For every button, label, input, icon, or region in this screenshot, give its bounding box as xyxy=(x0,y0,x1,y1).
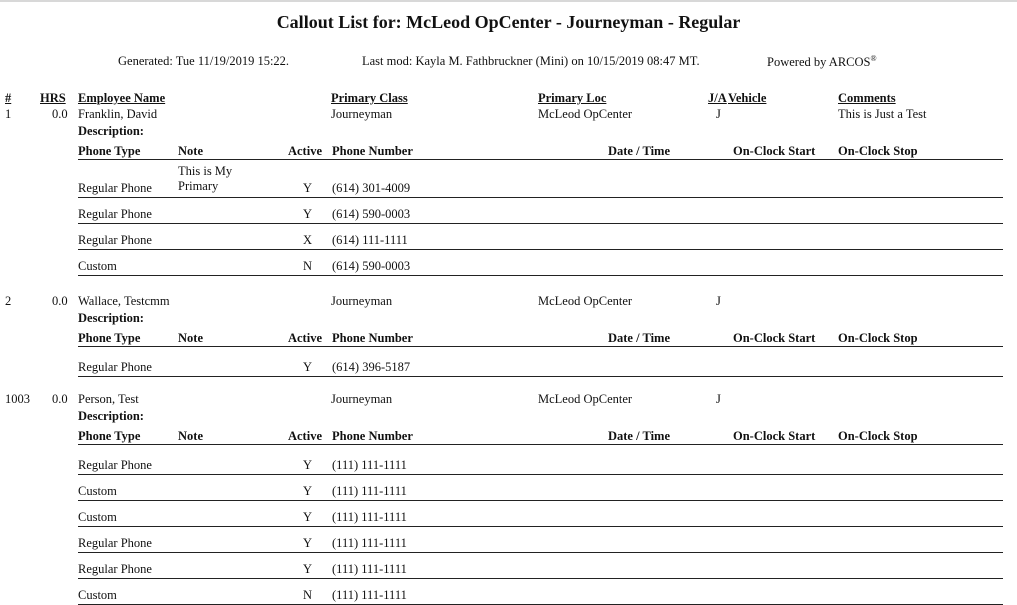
phone-type: Regular Phone xyxy=(78,181,152,195)
description-label: Description: xyxy=(78,311,144,325)
col-header-num: # xyxy=(5,91,12,105)
phone-number: (614) 590-0003 xyxy=(332,259,411,273)
sub-header-phone-number: Phone Number xyxy=(332,144,413,158)
phone-row-rule xyxy=(78,223,1003,224)
phone-type: Regular Phone xyxy=(78,360,152,374)
phone-active: Y xyxy=(302,536,312,550)
sub-header-note: Note xyxy=(178,144,203,158)
phone-number: (614) 301-4009 xyxy=(332,181,411,195)
phone-note: This is My Primary xyxy=(178,164,233,193)
employee-primary-class: Journeyman xyxy=(331,294,393,308)
page-title: Callout List for: McLeod OpCenter - Journeyman - Regular xyxy=(276,12,741,32)
sub-header-on-clock-start: On-Clock Start xyxy=(733,331,816,345)
sub-header-rule xyxy=(78,346,1003,347)
registered-mark: ® xyxy=(870,54,877,63)
generated-text: Generated: Tue 11/19/2019 15:22. xyxy=(118,54,290,68)
phone-row-rule xyxy=(78,275,1003,276)
employee-ja: J xyxy=(716,392,721,406)
phone-type: Custom xyxy=(78,588,117,602)
phone-number: (614) 111-1111 xyxy=(332,233,408,247)
phone-row-rule xyxy=(78,500,1003,501)
phone-active: Y xyxy=(302,458,312,472)
employee-primary-class: Journeyman xyxy=(331,107,393,121)
sub-header-note: Note xyxy=(178,429,203,443)
sub-header-active: Active xyxy=(287,429,322,443)
col-header-primary-class: Primary Class xyxy=(331,91,408,105)
employee-name: Person, Test xyxy=(78,392,139,406)
phone-number: (111) 111-1111 xyxy=(332,588,407,602)
phone-active: Y xyxy=(302,181,312,195)
sub-header-rule xyxy=(78,159,1003,160)
employee-primary-loc: McLeod OpCenter xyxy=(538,107,633,121)
powered-by-text xyxy=(767,54,877,70)
employee-hrs: 0.0 xyxy=(52,294,68,308)
phone-active: Y xyxy=(302,207,312,221)
employee-num: 1 xyxy=(5,107,12,121)
phone-row-rule xyxy=(78,474,1003,475)
phone-type: Custom xyxy=(78,510,117,524)
sub-header-on-clock-stop: On-Clock Stop xyxy=(838,429,918,443)
employee-primary-loc: McLeod OpCenter xyxy=(538,294,633,308)
last-mod-text: Last mod: Kayla M. Fathbruckner (Mini) on 10/15/2019 08:47 MT. xyxy=(362,54,700,68)
phone-type: Regular Phone xyxy=(78,536,152,550)
powered-by-label: Powered by ARCOS xyxy=(767,55,871,70)
employee-name: Franklin, David xyxy=(78,107,158,121)
sub-header-phone-number: Phone Number xyxy=(332,331,413,345)
sub-header-on-clock-start: On-Clock Start xyxy=(733,429,816,443)
col-header-employee-name: Employee Name xyxy=(78,91,166,105)
sub-header-rule xyxy=(78,444,1003,445)
phone-active: Y xyxy=(302,484,312,498)
sub-header-phone-type: Phone Type xyxy=(78,331,141,345)
sub-header-phone-type: Phone Type xyxy=(78,429,141,443)
phone-row-rule xyxy=(78,376,1003,377)
top-border xyxy=(0,0,1017,2)
sub-header-active: Active xyxy=(287,331,322,345)
employee-primary-class: Journeyman xyxy=(331,392,393,406)
phone-type: Custom xyxy=(78,259,117,273)
phone-number: (111) 111-1111 xyxy=(332,510,407,524)
employee-ja: J xyxy=(716,107,721,121)
col-header-ja: J/A xyxy=(708,91,727,105)
sub-header-date-time: Date / Time xyxy=(607,331,670,345)
phone-active: X xyxy=(302,233,312,247)
description-label: Description: xyxy=(78,409,144,423)
sub-header-on-clock-stop: On-Clock Stop xyxy=(838,331,918,345)
description-label: Description: xyxy=(78,124,144,138)
phone-number: (111) 111-1111 xyxy=(332,536,407,550)
col-header-primary-loc: Primary Loc xyxy=(538,91,607,105)
phone-type: Regular Phone xyxy=(78,562,152,576)
col-header-hrs: HRS xyxy=(40,91,66,105)
phone-type: Regular Phone xyxy=(78,207,152,221)
col-header-comments: Comments xyxy=(838,91,896,105)
phone-number: (614) 590-0003 xyxy=(332,207,411,221)
sub-header-phone-number: Phone Number xyxy=(332,429,413,443)
phone-active: Y xyxy=(302,510,312,524)
phone-row-rule xyxy=(78,197,1003,198)
employee-name: Wallace, Testcmm xyxy=(78,294,170,308)
sub-header-date-time: Date / Time xyxy=(607,144,670,158)
phone-active: Y xyxy=(302,562,312,576)
employee-primary-loc: McLeod OpCenter xyxy=(538,392,633,406)
employee-hrs: 0.0 xyxy=(52,392,68,406)
phone-active: N xyxy=(302,588,312,602)
sub-header-note: Note xyxy=(178,331,203,345)
employee-hrs: 0.0 xyxy=(52,107,68,121)
phone-row-rule xyxy=(78,526,1003,527)
phone-active: N xyxy=(302,259,312,273)
phone-row-rule xyxy=(78,578,1003,579)
sub-header-on-clock-start: On-Clock Start xyxy=(733,144,816,158)
phone-number: (111) 111-1111 xyxy=(332,458,407,472)
phone-row-rule xyxy=(78,552,1003,553)
phone-active: Y xyxy=(302,360,312,374)
col-header-vehicle: Vehicle xyxy=(728,91,767,105)
sub-header-active: Active xyxy=(287,144,322,158)
phone-row-rule xyxy=(78,249,1003,250)
phone-number: (111) 111-1111 xyxy=(332,484,407,498)
phone-number: (614) 396-5187 xyxy=(332,360,411,374)
employee-num: 1003 xyxy=(5,392,30,406)
phone-type: Regular Phone xyxy=(78,458,152,472)
employee-comments: This is Just a Test xyxy=(838,107,927,121)
employee-ja: J xyxy=(716,294,721,308)
sub-header-date-time: Date / Time xyxy=(607,429,670,443)
phone-type: Custom xyxy=(78,484,117,498)
sub-header-on-clock-stop: On-Clock Stop xyxy=(838,144,918,158)
phone-type: Regular Phone xyxy=(78,233,152,247)
sub-header-phone-type: Phone Type xyxy=(78,144,141,158)
employee-num: 2 xyxy=(5,294,12,308)
phone-number: (111) 111-1111 xyxy=(332,562,407,576)
